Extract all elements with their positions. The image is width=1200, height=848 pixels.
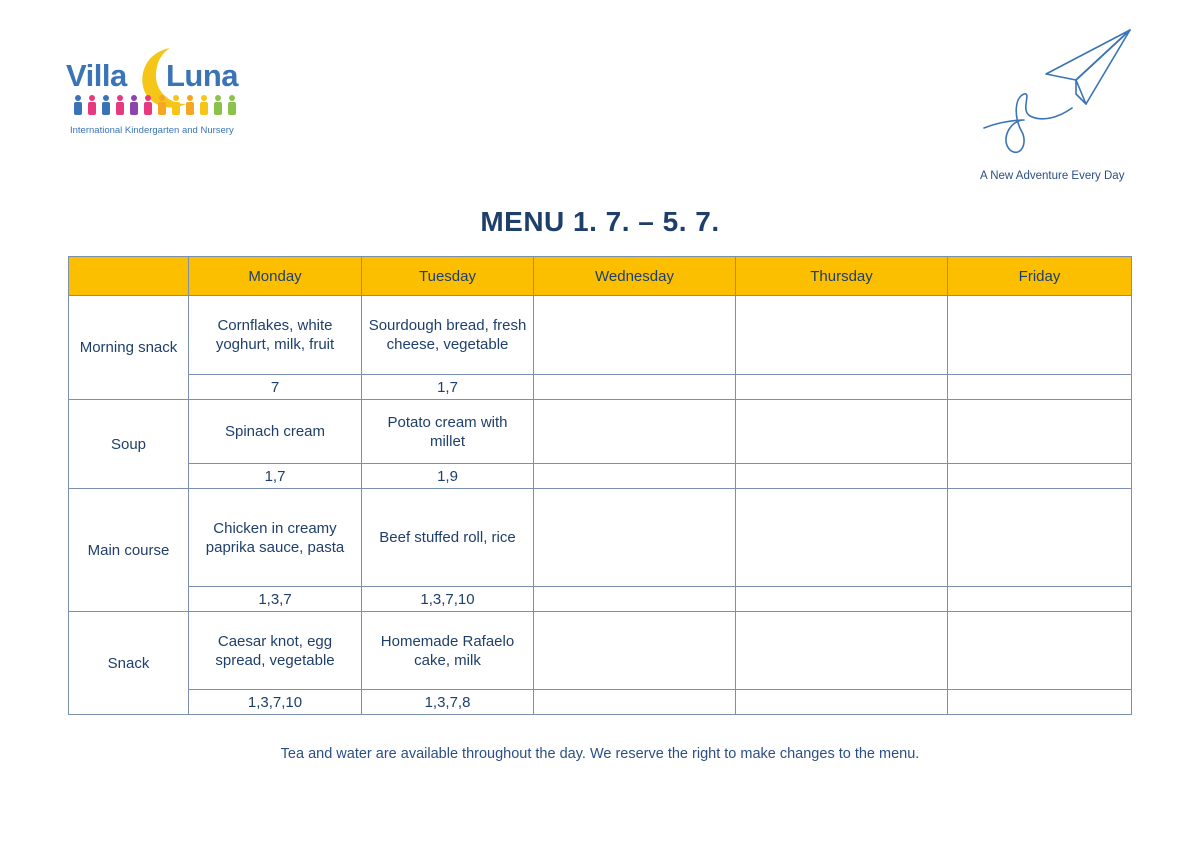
allergen-cell: 1,7 [362, 375, 534, 400]
header-row [69, 257, 1132, 296]
dish-cell [948, 489, 1132, 587]
dish-cell [736, 612, 948, 690]
dish-cell: Beef stuffed roll, rice [362, 489, 534, 587]
allergen-cell [948, 587, 1132, 612]
allergen-cell [948, 375, 1132, 400]
dish-cell: Chicken in creamy paprika sauce, pasta [189, 489, 362, 587]
children-icon [70, 94, 240, 116]
header-wednesday: Wednesday [534, 257, 736, 296]
allergen-cell [534, 690, 736, 715]
table-row [69, 489, 1132, 587]
allergen-row [69, 464, 1132, 489]
allergen-cell [948, 464, 1132, 489]
allergen-cell [736, 690, 948, 715]
dish-cell: Cornflakes, white yoghurt, milk, fruit [189, 296, 362, 375]
dish-cell [736, 400, 948, 464]
row-label: Main course [69, 489, 189, 612]
allergen-cell: 1,7 [189, 464, 362, 489]
menu-table [68, 256, 1132, 715]
dish-cell: Homemade Rafaelo cake, milk [362, 612, 534, 690]
allergen-cell [736, 375, 948, 400]
header-corner [69, 257, 189, 296]
header-thursday: Thursday [736, 257, 948, 296]
row-label: Soup [69, 400, 189, 489]
allergen-cell [736, 464, 948, 489]
allergen-cell [534, 587, 736, 612]
dish-cell [534, 400, 736, 464]
dish-cell: Caesar knot, egg spread, vegetable [189, 612, 362, 690]
allergen-cell: 7 [189, 375, 362, 400]
header-friday: Friday [948, 257, 1132, 296]
dish-cell [534, 296, 736, 375]
allergen-cell: 1,3,7,10 [189, 690, 362, 715]
allergen-cell [534, 375, 736, 400]
row-label: Snack [69, 612, 189, 715]
allergen-cell: 1,3,7 [189, 587, 362, 612]
dish-cell [736, 296, 948, 375]
dish-cell: Spinach cream [189, 400, 362, 464]
dish-cell [736, 489, 948, 587]
dish-cell [948, 296, 1132, 375]
dish-cell [948, 612, 1132, 690]
allergen-cell: 1,3,7,8 [362, 690, 534, 715]
menu-title: MENU 1. 7. – 5. 7. [480, 206, 720, 237]
row-label: Morning snack [69, 296, 189, 400]
logo-subtitle: International Kindergarten and Nursery [70, 125, 234, 136]
tagline: A New Adventure Every Day [980, 170, 1125, 182]
footer-note: Tea and water are available throughout the day. We reserve the right to make changes to the menu. [280, 746, 920, 762]
header-monday: Monday [189, 257, 362, 296]
paper-plane-icon [980, 28, 1140, 163]
logo-word-luna: Luna [166, 58, 239, 93]
allergen-row [69, 690, 1132, 715]
dish-cell [534, 489, 736, 587]
allergen-cell: 1,9 [362, 464, 534, 489]
allergen-cell [736, 587, 948, 612]
villa-luna-logo [66, 42, 246, 142]
allergen-cell: 1,3,7,10 [362, 587, 534, 612]
dish-cell [534, 612, 736, 690]
allergen-cell [534, 464, 736, 489]
header-tuesday: Tuesday [362, 257, 534, 296]
allergen-row [69, 587, 1132, 612]
table-row [69, 612, 1132, 690]
table-row [69, 400, 1132, 464]
logo-word-villa: Villa [66, 58, 127, 93]
dish-cell: Sourdough bread, fresh cheese, vegetable [362, 296, 534, 375]
allergen-row [69, 375, 1132, 400]
dish-cell [948, 400, 1132, 464]
allergen-cell [948, 690, 1132, 715]
dish-cell: Potato cream with millet [362, 400, 534, 464]
table-row [69, 296, 1132, 375]
